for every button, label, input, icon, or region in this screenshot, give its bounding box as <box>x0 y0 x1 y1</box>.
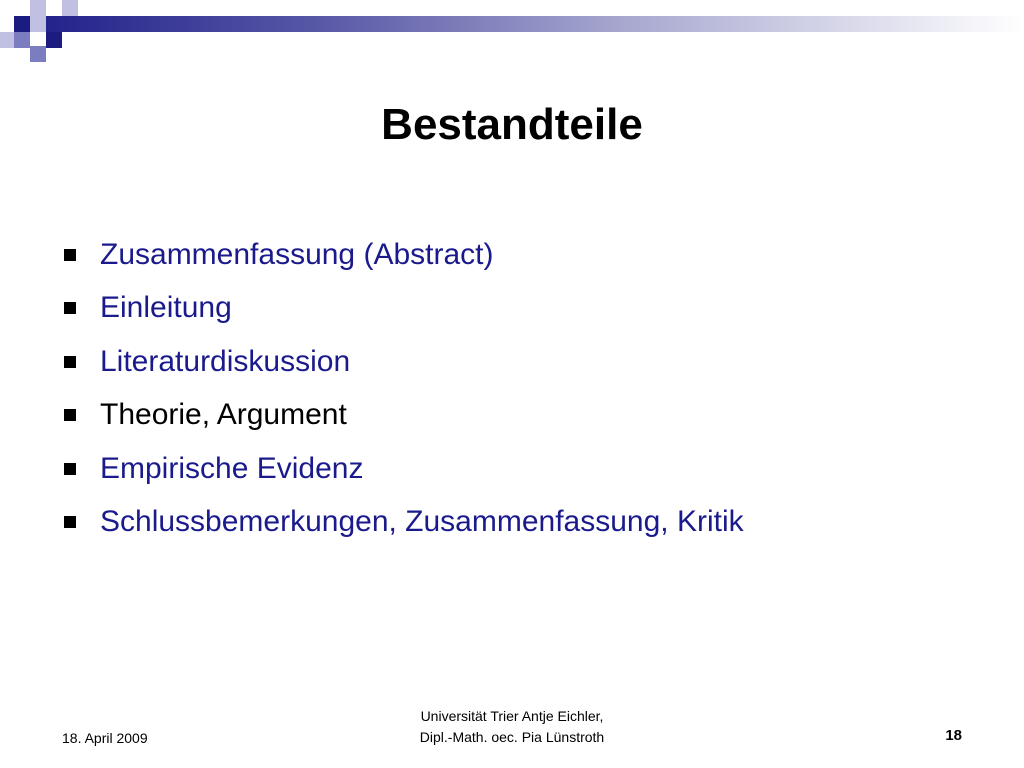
square-bullet-icon <box>64 516 76 528</box>
header-square-dark <box>46 32 62 48</box>
bullet-text: Schlussbemerkungen, Zusammenfassung, Kritik <box>100 505 744 539</box>
footer-date: 18. April 2009 <box>62 730 148 746</box>
bullet-text: Literaturdiskussion <box>100 344 351 378</box>
footer-author-line: Universität Trier Antje Eichler, <box>420 708 604 724</box>
header-square-light <box>62 0 78 16</box>
bullet-item <box>64 496 744 550</box>
square-bullet-icon <box>64 463 76 475</box>
bullet-item <box>64 228 744 282</box>
header-square-dark <box>14 16 30 32</box>
page-number: 18 <box>945 727 962 744</box>
header-square-light <box>30 0 46 16</box>
header-square-mid <box>14 32 30 48</box>
bullet-item <box>64 282 744 336</box>
bullet-item <box>64 335 744 389</box>
footer-author <box>392 706 632 748</box>
header-square-mid <box>30 46 46 62</box>
square-bullet-icon <box>64 302 76 314</box>
bullet-item <box>64 442 744 496</box>
bullet-text: Einleitung <box>100 291 232 325</box>
bullet-text: Zusammenfassung (Abstract) <box>100 237 494 271</box>
square-bullet-icon <box>64 249 76 261</box>
bullet-list <box>64 228 744 549</box>
header-gradient-bar <box>32 16 1024 32</box>
header-square-light <box>30 16 46 32</box>
bullet-item <box>64 389 744 443</box>
footer-author-line: Dipl.-Math. oec. Pia Lünstroth <box>419 729 605 745</box>
square-bullet-icon <box>64 409 76 421</box>
slide-title: Bestandteile <box>381 100 643 149</box>
bullet-text: Theorie, Argument <box>100 398 347 432</box>
bullet-text: Empirische Evidenz <box>100 451 364 485</box>
square-bullet-icon <box>64 356 76 368</box>
